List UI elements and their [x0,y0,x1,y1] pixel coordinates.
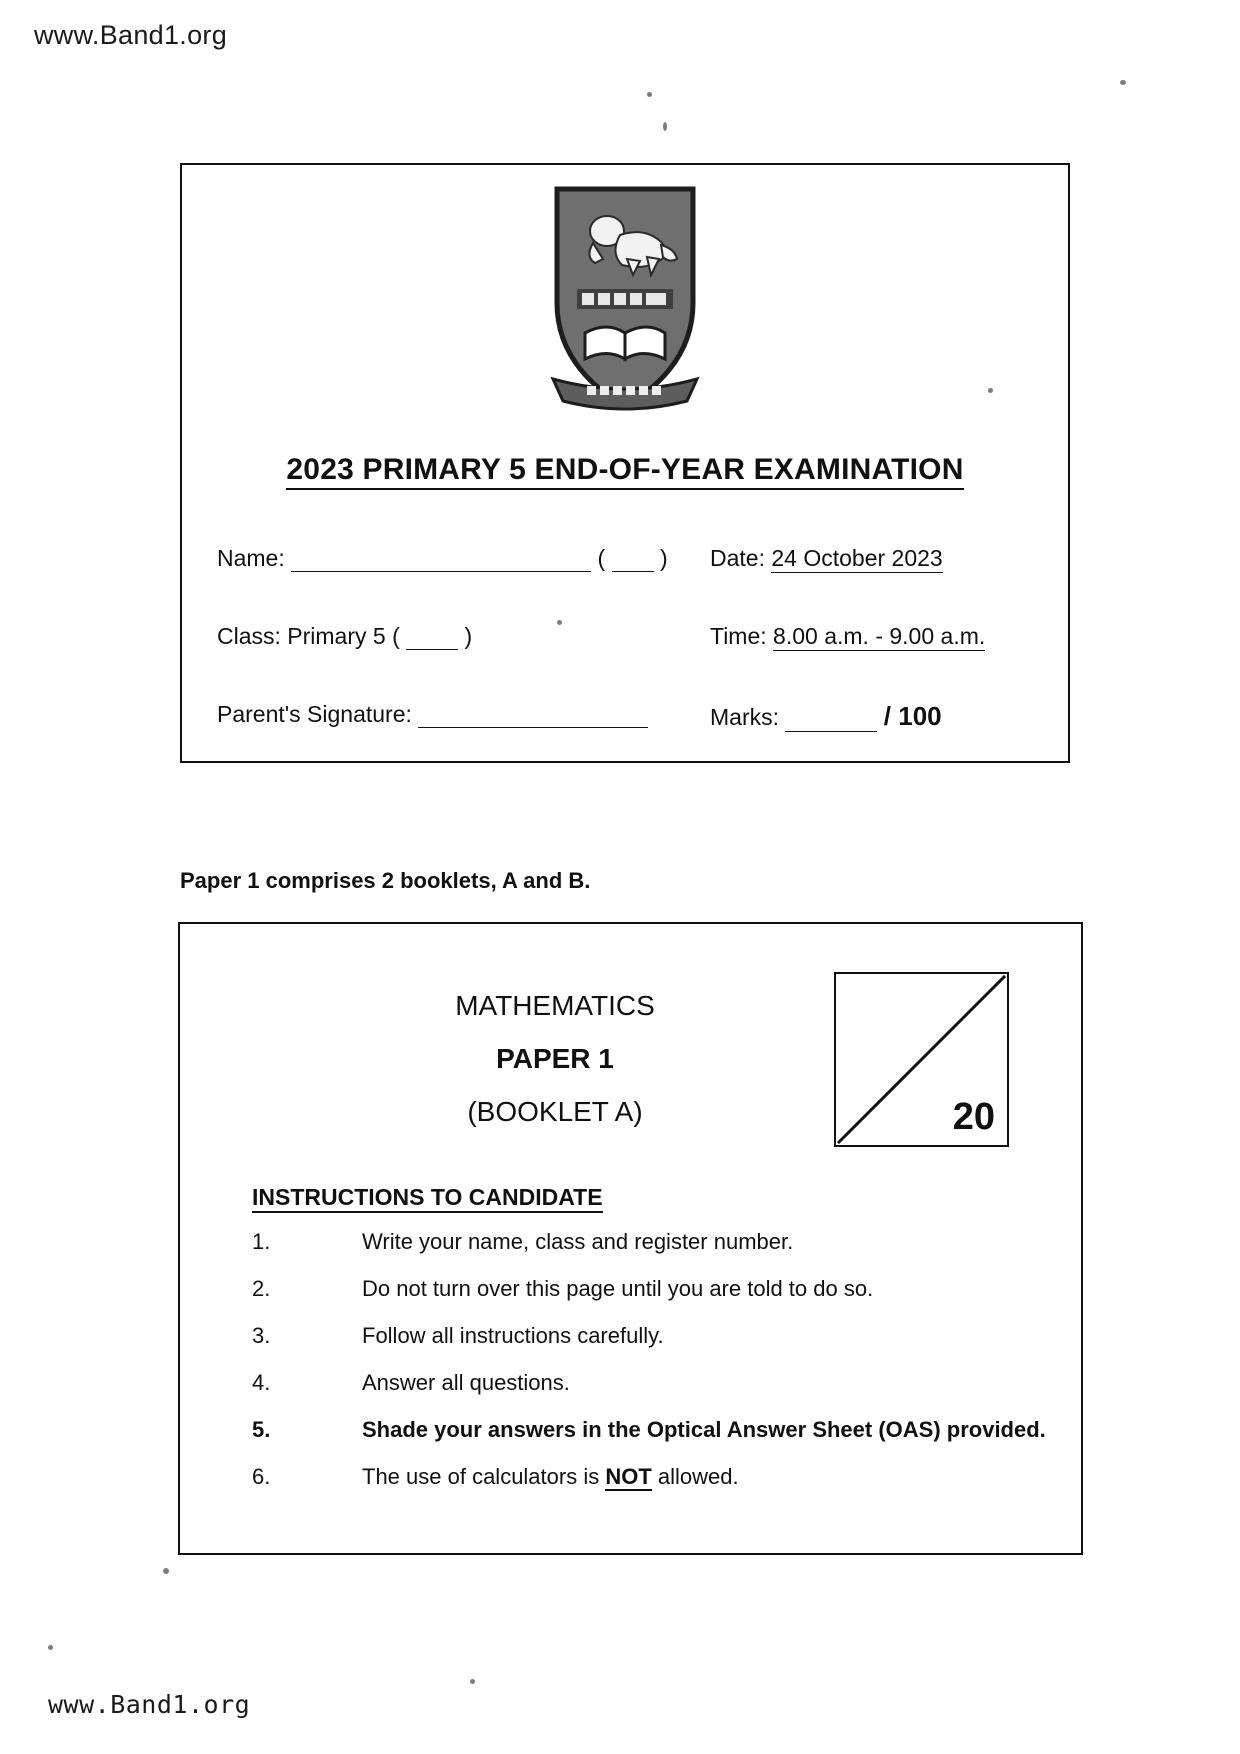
instruction-item [252,1276,1052,1323]
instruction-number: 4. [252,1370,271,1395]
instruction-number: 6. [252,1464,271,1489]
instruction-text-before: The use of calculators is [362,1464,606,1489]
instruction-text: Follow all instructions carefully. [362,1323,664,1348]
instruction-text: Shade your answers in the Optical Answer Sheet (OAS) provided. [362,1417,1046,1442]
marks-input[interactable] [785,731,877,732]
paper-composition-note: Paper 1 comprises 2 booklets, A and B. [180,868,591,893]
name-label: Name: [217,545,285,571]
date-label: Date: [710,545,765,571]
instruction-text [362,1464,739,1490]
marks-allocation-box [834,972,1009,1147]
paper-number: PAPER 1 [496,1043,614,1074]
signature-field-group [217,701,648,728]
school-crest-icon [535,183,715,413]
marks-allocation-value: 20 [952,1096,995,1138]
time-field-group [710,623,985,650]
instruction-number: 2. [252,1276,271,1301]
name-field-group [217,545,668,572]
exam-title [182,453,1068,487]
instructions-list [252,1229,1052,1511]
class-field-group [217,623,472,650]
instruction-text: Answer all questions. [362,1370,570,1395]
watermark-top: www.Band1.org [34,20,228,50]
date-value: 24 October 2023 [771,545,943,571]
instruction-number: 1. [252,1229,271,1254]
name-input[interactable] [291,571,591,572]
index-number-input[interactable] [612,571,654,572]
class-label: Class: Primary 5 ( [217,623,400,649]
field-row-name [182,545,1068,623]
marks-label: Marks: [710,704,779,730]
field-row-class [182,623,1068,701]
candidate-details-box [180,163,1070,763]
watermark-bottom: www.Band1.org [48,1690,251,1719]
subject-name: MATHEMATICS [455,990,655,1021]
index-paren-close: ) [659,545,668,571]
instruction-text: Write your name, class and register number. [362,1229,794,1254]
class-input[interactable] [406,649,458,650]
scan-speck [1120,80,1126,85]
instruction-text-after: allowed. [651,1464,739,1489]
scan-speck [663,122,667,131]
instruction-item [252,1323,1052,1370]
instruction-item [252,1370,1052,1417]
marks-total: / 100 [883,701,942,731]
signature-label: Parent's Signature: [217,701,412,727]
scan-speck [647,92,652,97]
date-field-group [710,545,943,572]
instruction-number: 3. [252,1323,271,1348]
instruction-item [252,1417,1052,1464]
exam-title-text: 2023 PRIMARY 5 END-OF-YEAR EXAMINATION [286,453,963,490]
instruction-text: Do not turn over this page until you are told to do so. [362,1276,874,1301]
time-value: 8.00 a.m. - 9.00 a.m. [773,623,986,649]
scan-speck [163,1568,169,1574]
signature-input[interactable] [418,727,648,728]
index-paren-open: ( [597,545,606,571]
scan-speck [470,1679,475,1684]
instructions-heading-text: INSTRUCTIONS TO CANDIDATE [252,1184,603,1213]
booklet-name: (BOOKLET A) [467,1096,643,1127]
instructions-heading [252,1184,603,1211]
class-paren-close: ) [464,623,473,649]
instruction-item [252,1229,1052,1276]
instruction-item [252,1464,1052,1511]
instruction-emphasis-not: NOT [605,1464,652,1489]
marks-field-group [710,701,942,732]
field-row-signature [182,701,1068,779]
candidate-fields [182,545,1068,779]
booklet-cover-box [178,922,1083,1555]
scan-speck [48,1645,53,1650]
subject-block [270,979,840,1138]
instruction-number: 5. [252,1417,271,1442]
time-label: Time: [710,623,767,649]
